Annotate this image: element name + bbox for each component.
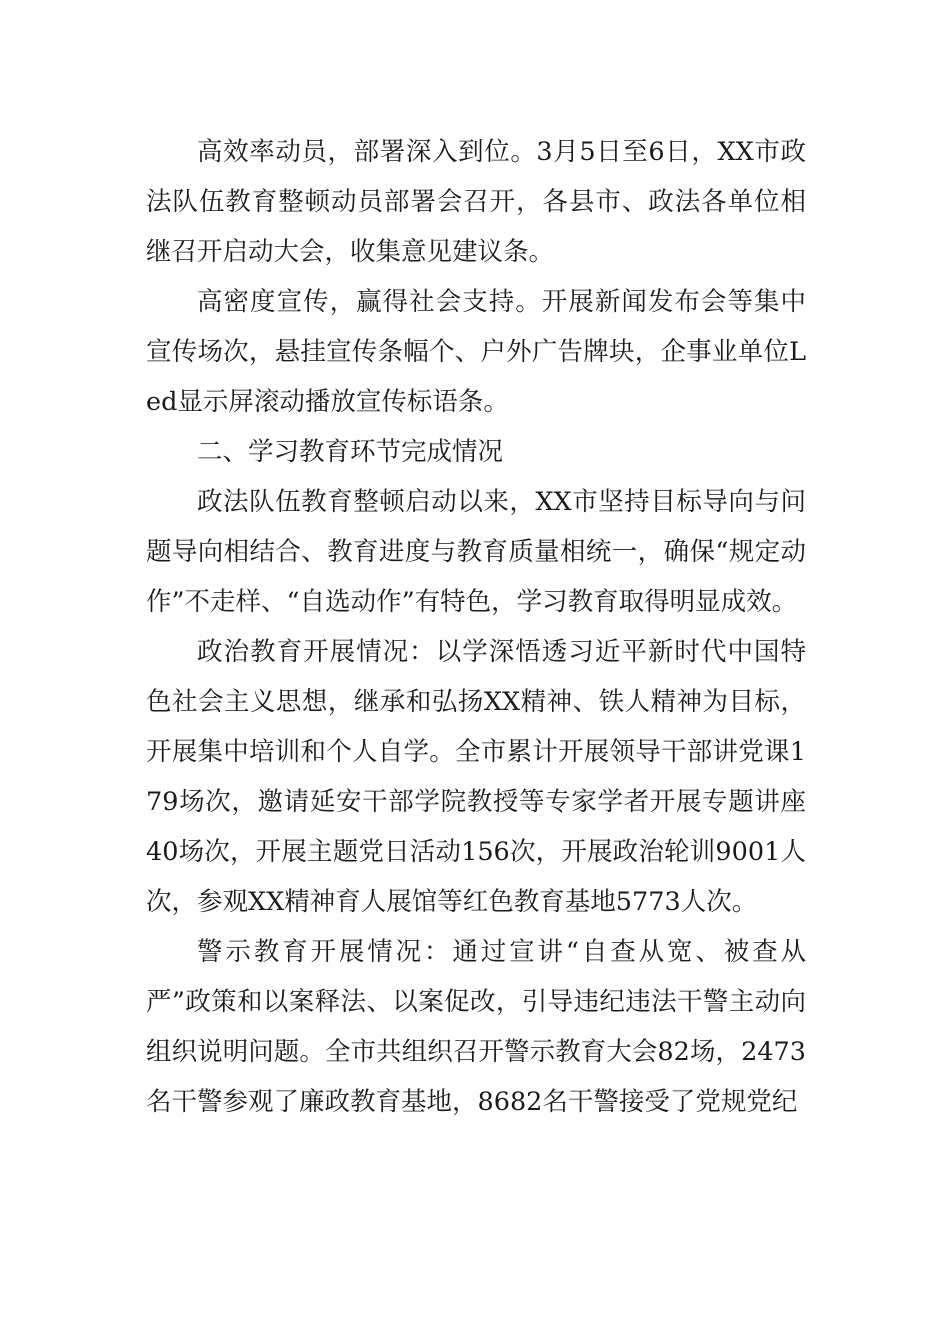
paragraph-political-education: 政治教育开展情况：以学深悟透习近平新时代中国特色社会主义思想，继承和弘扬XX精神、铁人精神为目标，开展集中培训和个人自学。全市累计开展领导干部讲党课179场次，邀请延安干部学院教授等专家学者开展专题讲座40场次，开展主题党日活动156次，开展政治轮训9001人次，参观XX精神育人展馆等红色教育基地5773人次。	[146, 637, 806, 917]
document-body	[146, 127, 806, 1127]
paragraph-warning-education: 警示教育开展情况：通过宣讲“自查从宽、被查从严”政策和以案释法、以案促改，引导违纪违法干警主动向组织说明问题。全市共组织召开警示教育大会82场，2473名干警参观了廉政教育基地，8682名干警接受了党规党纪	[146, 937, 806, 1117]
paragraph-study-overview: 政法队伍教育整顿启动以来，XX市坚持目标导向与问题导向相结合、教育进度与教育质量相统一，确保“规定动作”不走样、“自选动作”有特色，学习教育取得明显成效。	[146, 487, 806, 617]
section-heading-study-education: 二、学习教育环节完成情况	[197, 437, 504, 467]
paragraph-publicity: 高密度宣传，赢得社会支持。开展新闻发布会等集中宣传场次，悬挂宣传条幅个、户外广告牌块，企事业单位Led显示屏滚动播放宣传标语条。	[146, 287, 806, 417]
paragraph-mobilization: 高效率动员，部署深入到位。3月5日至6日，XX市政法队伍教育整顿动员部署会召开，各县市、政法各单位相继召开启动大会，收集意见建议条。	[146, 137, 806, 267]
